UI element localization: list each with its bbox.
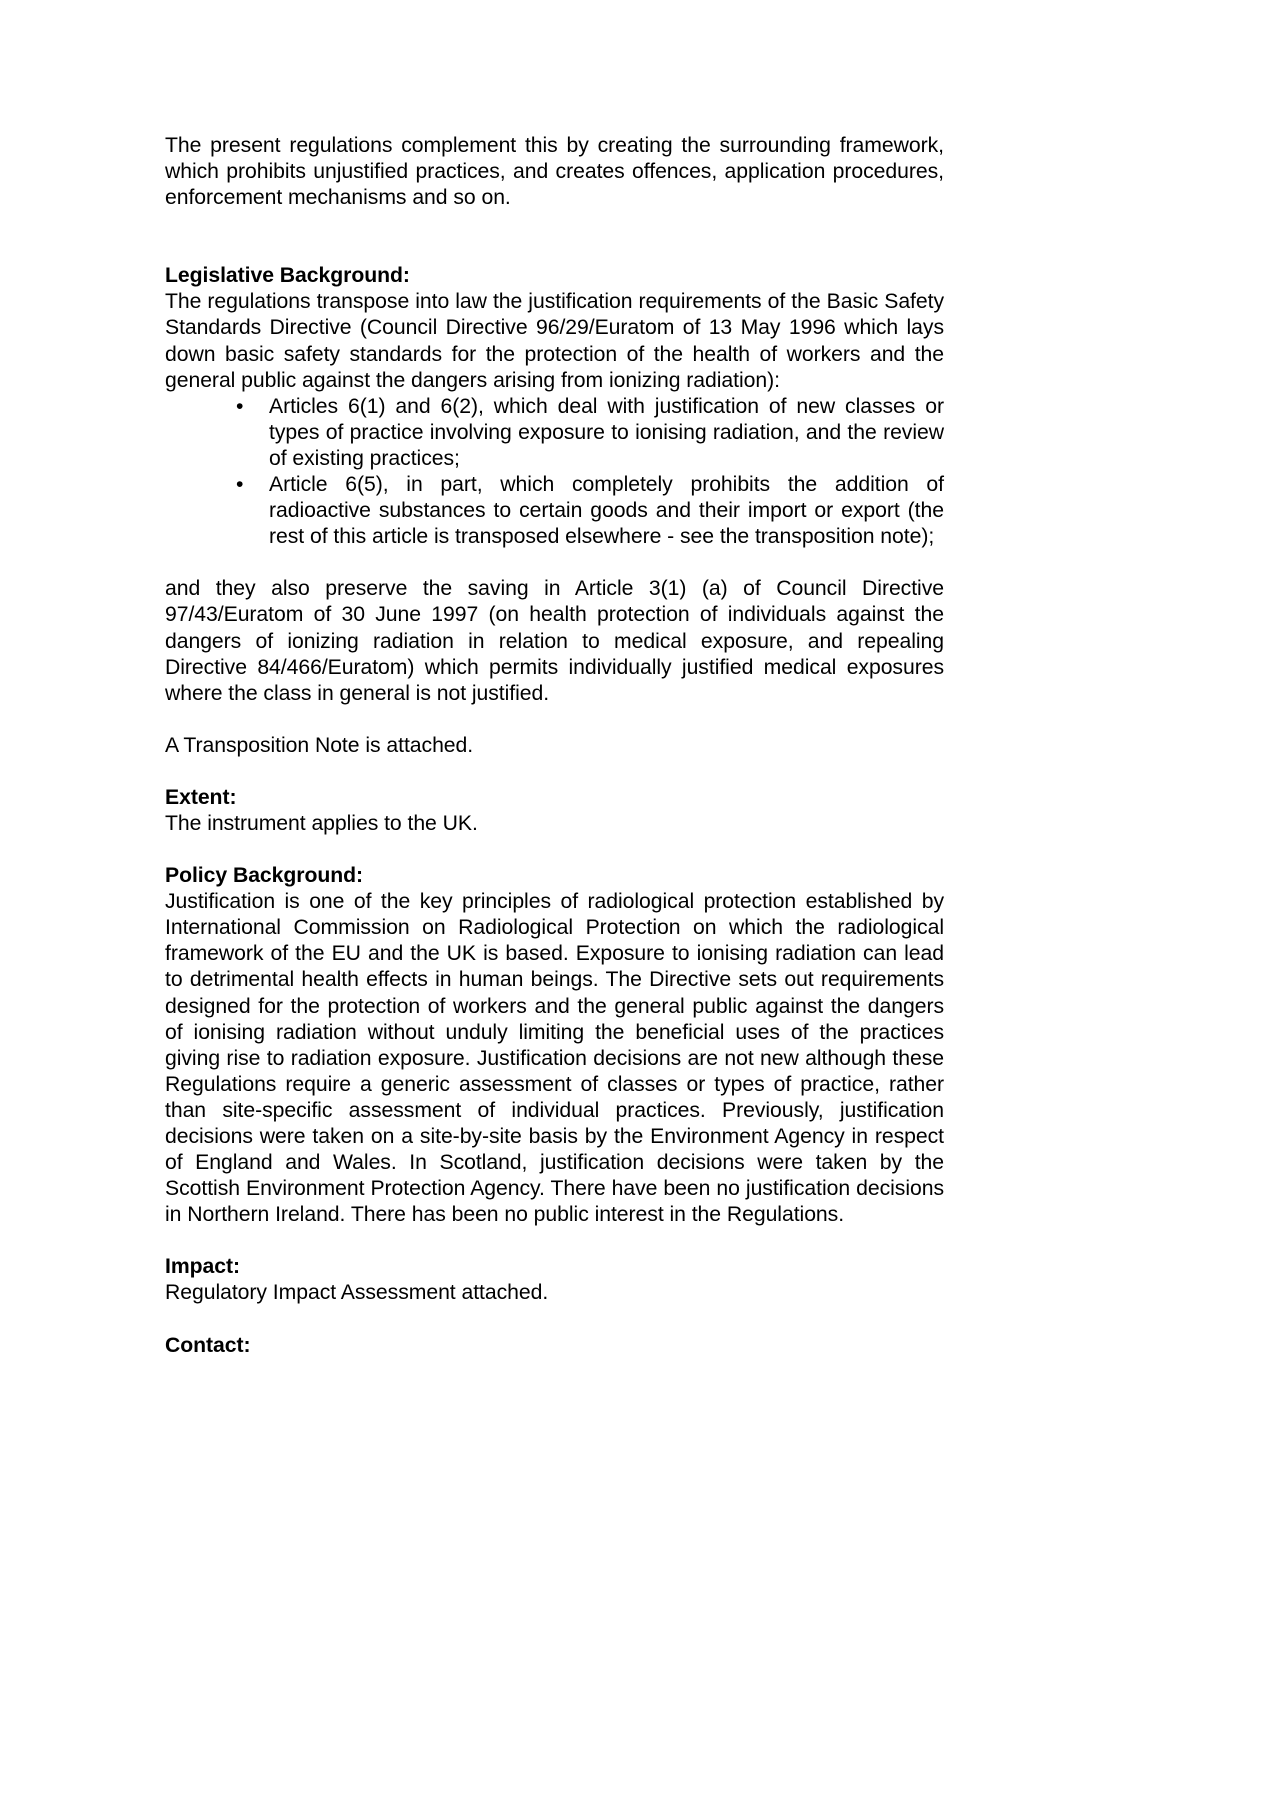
section-heading-contact: Contact:	[165, 1333, 251, 1357]
legislative-background-paragraph: The regulations transpose into law the justification requirements of the Basic Safety Standards Directive (Council Directive 96/29/Euratom of 13 May 1996 which lays down basic safety standards for the protection of the health of workers and the general public against the dangers arising from ionizing radiation):	[165, 290, 944, 392]
list-item	[165, 394, 944, 472]
legislative-background-after-bullets-paragraph: and they also preserve the saving in Article 3(1) (a) of Council Directive 97/43/Euratom of 30 June 1997 (on health protection of individuals against the dangers of ionizing radiation in relation to medical exposure, and repealing Directive 84/466/Euratom) which permits individually justified medical exposures where the class in general is not justified.	[165, 577, 944, 705]
list-item-label: Article 6(5), in part, which completely prohibits the addition of radioactive substances to certain goods and their import or export (the rest of this article is transposed elsewhere - see the transposition note);	[269, 473, 944, 549]
transposition-note-line: A Transposition Note is attached.	[165, 733, 474, 757]
spacer	[165, 211, 944, 263]
section-heading-legislative-background: Legislative Background:	[165, 264, 410, 288]
spacer	[165, 550, 944, 576]
list-item-label: Articles 6(1) and 6(2), which deal with justification of new classes or types of practice involving exposure to ionising radiation, and the review of existing practices;	[269, 394, 944, 470]
spacer	[165, 1307, 944, 1333]
bullet-icon: •	[236, 394, 244, 418]
intro-paragraph: The present regulations complement this by creating the surrounding framework, which prohibits unjustified practices, and creates offences, application procedures, enforcement mechanisms and so on.	[165, 134, 944, 210]
policy-background-paragraph: Justification is one of the key principles of radiological protection established by International Commission on Radiological Protection on which the radiological framework of the EU and the UK is based. Exposure to ionising radiation can lead to detrimental health effects in human beings. The Directive sets out requirements designed for the protection of workers and the general public against the dangers of ionising radiation without unduly limiting the beneficial uses of the practices giving rise to radiation exposure. Justification decisions are not new although these Regulations require a generic assessment of classes or types of practice, rather than site-specific assessment of individual practices. Previously, justification decisions were taken on a site-by-site basis by the Environment Agency in respect of England and Wales. In Scotland, justification decisions were taken by the Scottish Environment Protection Agency. There have been no justification decisions in Northern Ireland. There has been no public interest in the Regulations.	[165, 890, 944, 1227]
spacer	[165, 707, 944, 733]
legislative-background-bullet-list	[165, 394, 944, 551]
spacer	[165, 759, 944, 785]
extent-paragraph: The instrument applies to the UK.	[165, 811, 478, 835]
impact-paragraph: Regulatory Impact Assessment attached.	[165, 1281, 549, 1305]
section-heading-extent: Extent:	[165, 785, 237, 809]
section-heading-policy-background: Policy Background:	[165, 864, 364, 888]
bullet-icon: •	[236, 473, 244, 497]
list-item	[165, 472, 944, 550]
spacer	[165, 837, 944, 863]
section-heading-impact: Impact:	[165, 1255, 240, 1279]
spacer	[165, 1228, 944, 1254]
document-body	[165, 133, 944, 1359]
